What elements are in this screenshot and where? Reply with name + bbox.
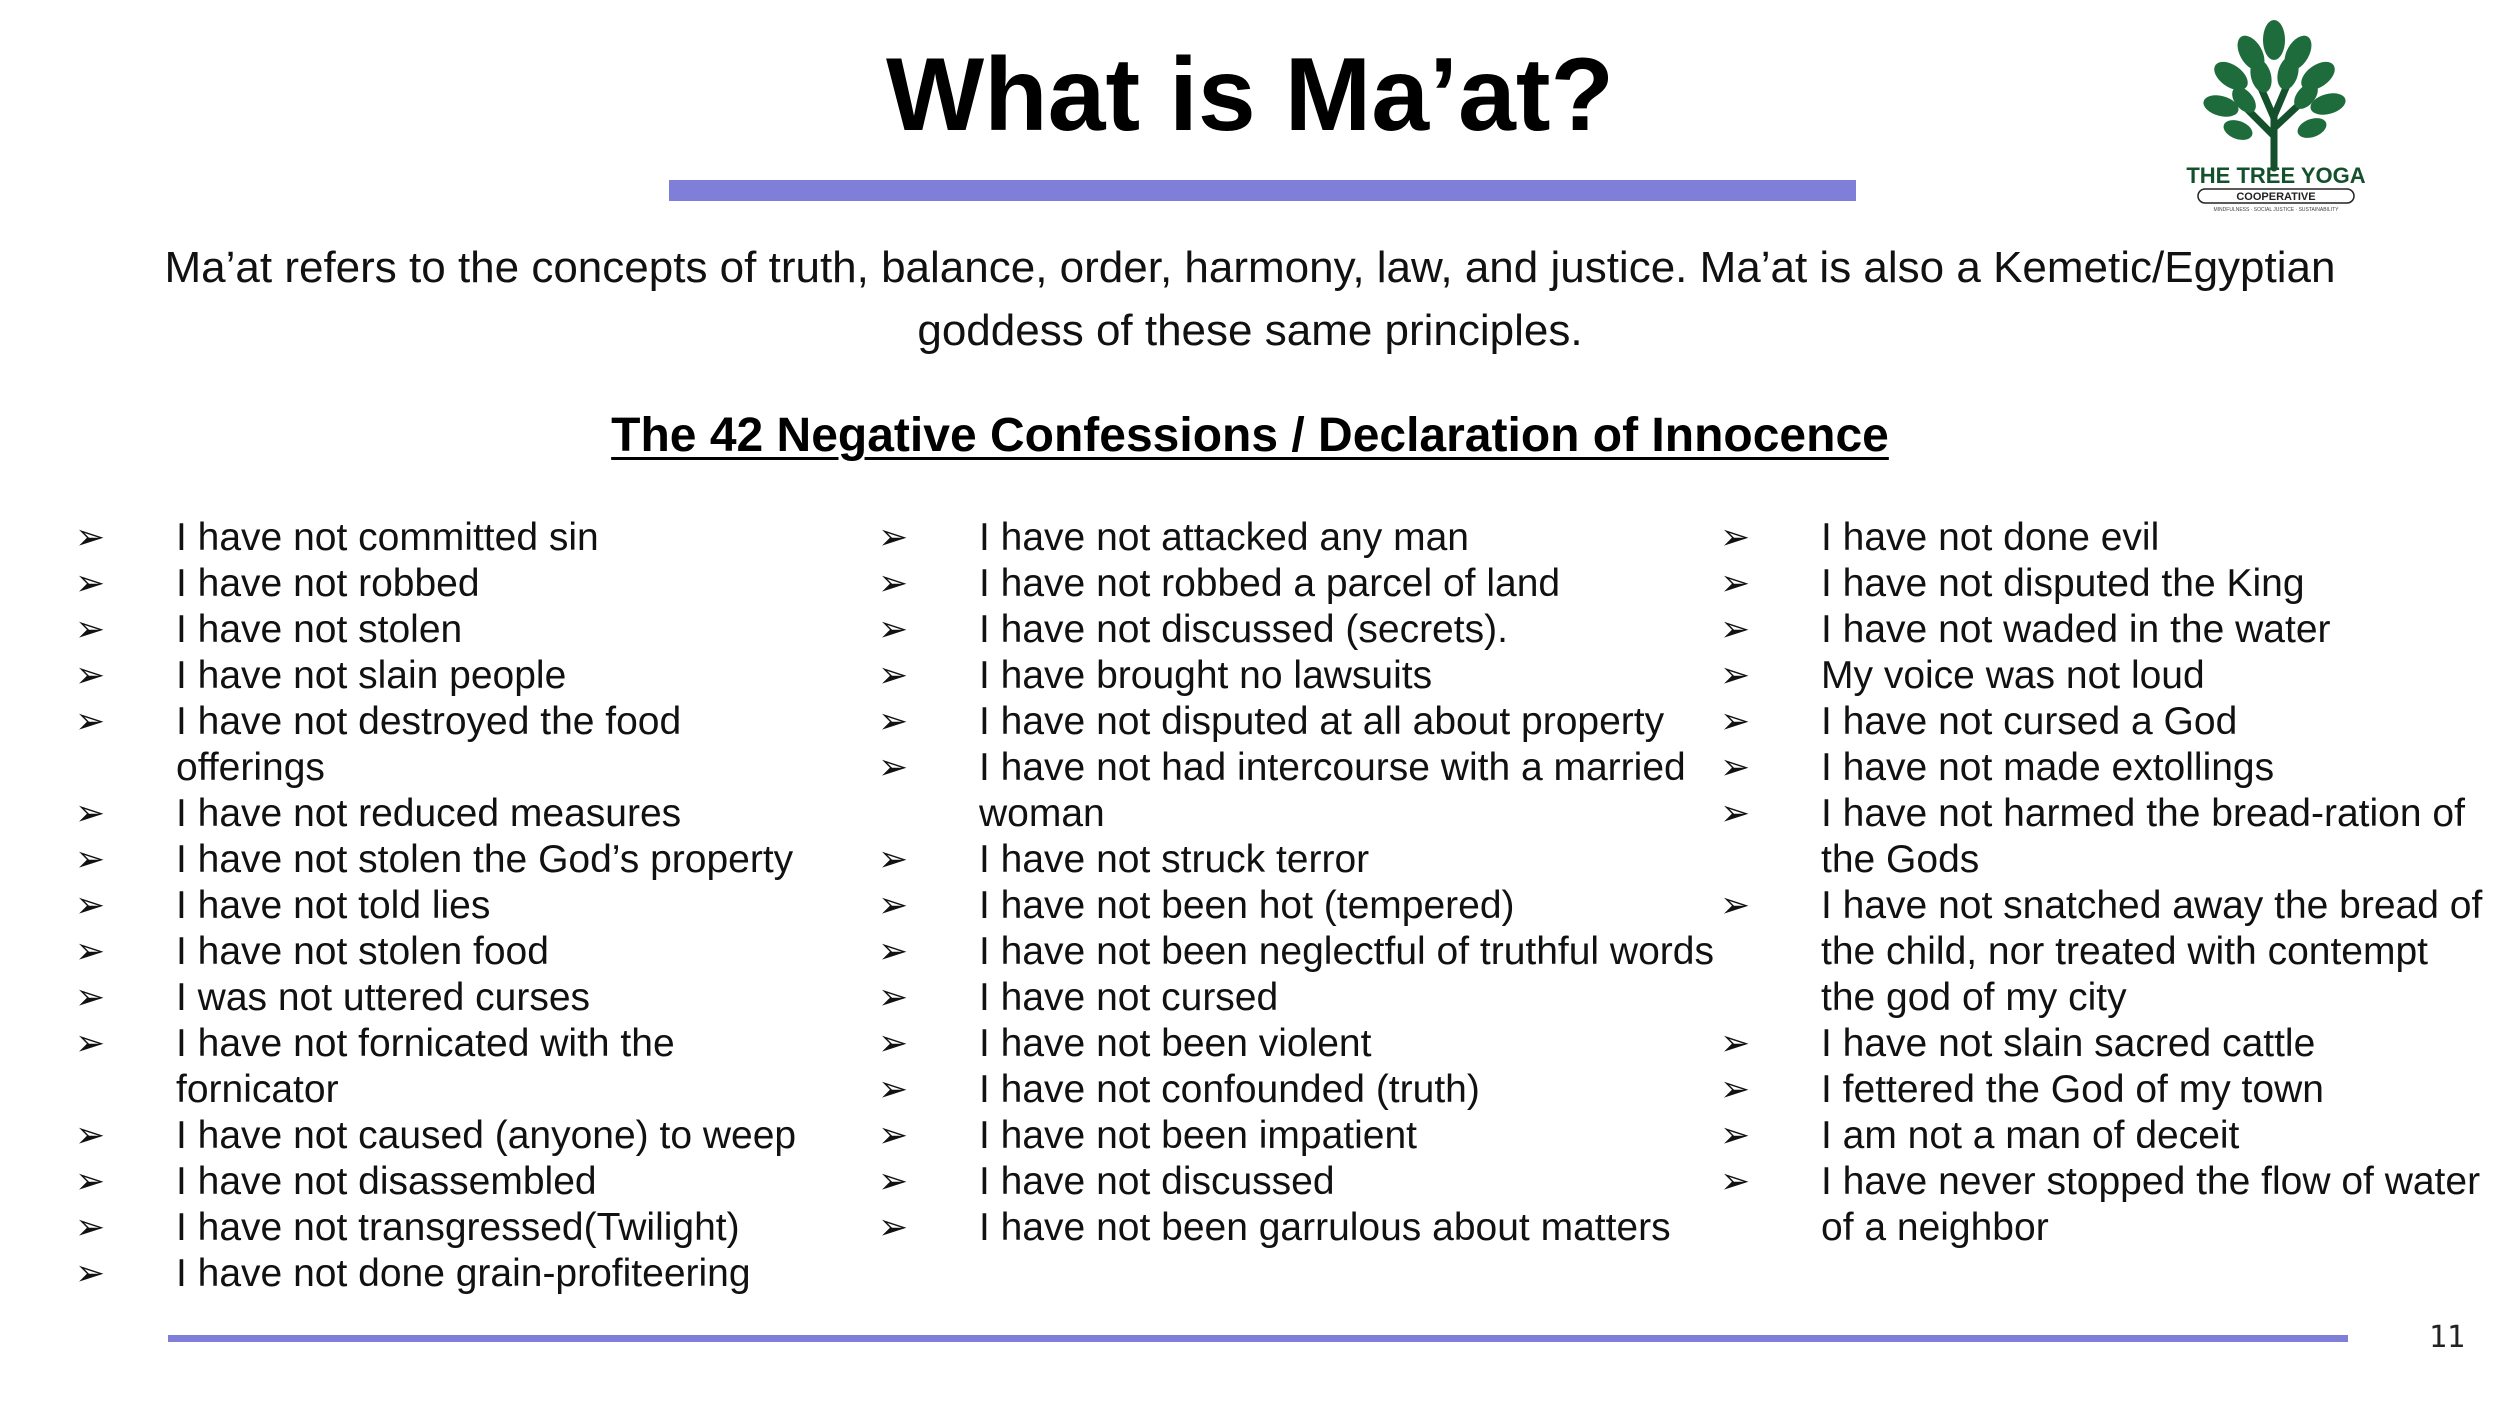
arrow-bullet-icon: ➢: [1720, 1161, 1751, 1202]
confession-text: I have not harmed the bread-ration of the Gods: [1821, 792, 2465, 881]
confession-item: [75, 791, 835, 837]
confession-text: I have not discussed: [979, 1160, 1335, 1203]
logo-tagline-text: MINDFULNESS · SOCIAL JUSTICE · SUSTAINABILITY: [2213, 207, 2339, 213]
confession-text: I have not caused (anyone) to weep: [176, 1114, 797, 1157]
arrow-bullet-icon: ➢: [75, 885, 106, 926]
confession-item: [1720, 561, 2490, 607]
arrow-bullet-icon: ➢: [878, 701, 909, 742]
confession-text: I fettered the God of my town: [1821, 1068, 2324, 1111]
confession-item: [1720, 1113, 2490, 1159]
arrow-bullet-icon: ➢: [1720, 1023, 1751, 1064]
title-underline-bar: [669, 180, 1856, 201]
confession-item: [878, 607, 1728, 653]
confession-text: My voice was not loud: [1821, 654, 2205, 697]
confession-text: I have brought no lawsuits: [979, 654, 1433, 697]
confession-item: [1720, 699, 2490, 745]
confession-item: [75, 1021, 835, 1113]
confession-item: [878, 561, 1728, 607]
page-number: 11: [2428, 1320, 2465, 1355]
arrow-bullet-icon: ➢: [75, 563, 106, 604]
arrow-bullet-icon: ➢: [75, 839, 106, 880]
confessions-column-1: [75, 515, 835, 1297]
confession-item: [1720, 607, 2490, 653]
arrow-bullet-icon: ➢: [878, 609, 909, 650]
confession-item: [878, 1205, 1728, 1251]
confession-text: I have not disassembled: [176, 1160, 597, 1203]
confession-item: [878, 1067, 1728, 1113]
arrow-bullet-icon: ➢: [75, 931, 106, 972]
arrow-bullet-icon: ➢: [1720, 885, 1751, 926]
confession-item: [75, 1205, 835, 1251]
arrow-bullet-icon: ➢: [75, 701, 106, 742]
arrow-bullet-icon: ➢: [1720, 747, 1751, 788]
confession-item: [1720, 653, 2490, 699]
confession-text: I have not had intercourse with a married woman: [979, 746, 1686, 835]
confession-item: [1720, 883, 2490, 1021]
intro-paragraph: Ma’at refers to the concepts of truth, balance, order, harmony, law, and justice. Ma’at is also a Kemetic/Egyptian goddess of these same principles.: [164, 243, 2336, 355]
confessions-column-3: [1720, 515, 2490, 1251]
confession-text: I am not a man of deceit: [1821, 1114, 2240, 1157]
arrow-bullet-icon: ➢: [878, 563, 909, 604]
confession-text: I have not attacked any man: [979, 516, 1469, 559]
confession-text: I have not snatched away the bread of the child, nor treated with contempt the god of my city: [1821, 884, 2483, 1019]
confession-text: I have not told lies: [176, 884, 491, 927]
arrow-bullet-icon: ➢: [75, 517, 106, 558]
confession-text: I have not robbed: [176, 562, 480, 605]
confession-item: [75, 883, 835, 929]
tree-yoga-logo: [2176, 18, 2376, 213]
confession-text: I have not cursed: [979, 976, 1279, 1019]
arrow-bullet-icon: ➢: [878, 655, 909, 696]
confession-text: I have not done evil: [1821, 516, 2160, 559]
arrow-bullet-icon: ➢: [75, 793, 106, 834]
confession-item: [75, 1113, 835, 1159]
arrow-bullet-icon: ➢: [878, 977, 909, 1018]
confession-text: I have not robbed a parcel of land: [979, 562, 1561, 605]
confession-text: I have never stopped the flow of water of a neighbor: [1821, 1160, 2481, 1249]
arrow-bullet-icon: ➢: [878, 931, 909, 972]
arrow-bullet-icon: ➢: [878, 885, 909, 926]
confession-item: [878, 883, 1728, 929]
footer-bar: [168, 1335, 2348, 1342]
arrow-bullet-icon: ➢: [878, 747, 909, 788]
arrow-bullet-icon: ➢: [75, 1161, 106, 1202]
confession-item: [878, 699, 1728, 745]
confessions-column-2: [878, 515, 1728, 1251]
arrow-bullet-icon: ➢: [1720, 1069, 1751, 1110]
arrow-bullet-icon: ➢: [75, 1207, 106, 1248]
logo-subtitle-text: COOPERATIVE: [2236, 191, 2316, 203]
confession-text: I have not struck terror: [979, 838, 1370, 881]
arrow-bullet-icon: ➢: [1720, 609, 1751, 650]
confession-item: [878, 1113, 1728, 1159]
confession-item: [75, 561, 835, 607]
confession-text: I have not done grain-profiteering: [176, 1252, 751, 1295]
confession-item: [878, 837, 1728, 883]
confession-item: [75, 607, 835, 653]
confession-item: [1720, 745, 2490, 791]
confession-text: I have not reduced measures: [176, 792, 682, 835]
confession-text: I have not stolen food: [176, 930, 549, 973]
arrow-bullet-icon: ➢: [878, 1115, 909, 1156]
confession-item: [75, 1251, 835, 1297]
confession-text: I have not stolen the God’s property: [176, 838, 794, 881]
confession-text: I have not been violent: [979, 1022, 1372, 1065]
arrow-bullet-icon: ➢: [1720, 793, 1751, 834]
arrow-bullet-icon: ➢: [878, 1023, 909, 1064]
arrow-bullet-icon: ➢: [75, 609, 106, 650]
confession-item: [878, 515, 1728, 561]
confession-text: I have not been hot (tempered): [979, 884, 1515, 927]
arrow-bullet-icon: ➢: [878, 1207, 909, 1248]
confession-text: I have not been neglectful of truthful words: [979, 930, 1714, 973]
arrow-bullet-icon: ➢: [75, 1023, 106, 1064]
arrow-bullet-icon: ➢: [75, 1115, 106, 1156]
confession-text: I have not waded in the water: [1821, 608, 2331, 651]
arrow-bullet-icon: ➢: [878, 517, 909, 558]
confession-item: [878, 745, 1728, 837]
tree-icon: [2176, 18, 2376, 213]
confession-item: [878, 975, 1728, 1021]
arrow-bullet-icon: ➢: [1720, 1115, 1751, 1156]
confession-text: I have not been impatient: [979, 1114, 1417, 1157]
confession-text: I have not transgressed(Twilight): [176, 1206, 740, 1249]
confession-item: [75, 929, 835, 975]
confession-item: [75, 1159, 835, 1205]
confession-text: I have not confounded (truth): [979, 1068, 1480, 1111]
confession-item: [878, 1159, 1728, 1205]
arrow-bullet-icon: ➢: [75, 1253, 106, 1294]
confession-item: [878, 929, 1728, 975]
arrow-bullet-icon: ➢: [878, 1069, 909, 1110]
confession-item: [75, 515, 835, 561]
section-heading: The 42 Negative Confessions / Declaration of Innocence: [611, 409, 1889, 462]
arrow-bullet-icon: ➢: [1720, 563, 1751, 604]
confession-text: I have not discussed (secrets).: [979, 608, 1508, 651]
confession-item: [1720, 791, 2490, 883]
confession-text: I have not stolen: [176, 608, 463, 651]
confession-text: I have not fornicated with the fornicator: [176, 1022, 675, 1111]
confession-item: [75, 837, 835, 883]
arrow-bullet-icon: ➢: [75, 977, 106, 1018]
confession-item: [878, 1021, 1728, 1067]
confession-text: I have not disputed the King: [1821, 562, 2305, 605]
logo-name-text: THE TREE YOGA: [2186, 163, 2366, 188]
arrow-bullet-icon: ➢: [1720, 517, 1751, 558]
arrow-bullet-icon: ➢: [878, 1161, 909, 1202]
confession-item: [1720, 1067, 2490, 1113]
arrow-bullet-icon: ➢: [1720, 701, 1751, 742]
confession-text: I have not been garrulous about matters: [979, 1206, 1671, 1249]
arrow-bullet-icon: ➢: [1720, 655, 1751, 696]
confession-text: I have not disputed at all about property: [979, 700, 1665, 743]
confession-text: I have not cursed a God: [1821, 700, 2238, 743]
confession-item: [75, 975, 835, 1021]
confession-text: I have not slain people: [176, 654, 567, 697]
confession-text: I have not committed sin: [176, 516, 599, 559]
confession-text: I have not destroyed the food offerings: [176, 700, 682, 789]
arrow-bullet-icon: ➢: [75, 655, 106, 696]
confession-item: [75, 653, 835, 699]
slide-title: What is Ma’at?: [885, 37, 1615, 153]
confession-item: [1720, 1021, 2490, 1067]
confession-text: I was not uttered curses: [176, 976, 591, 1019]
arrow-bullet-icon: ➢: [878, 839, 909, 880]
confession-item: [1720, 515, 2490, 561]
confession-item: [878, 653, 1728, 699]
confession-item: [1720, 1159, 2490, 1251]
confession-text: I have not slain sacred cattle: [1821, 1022, 2316, 1065]
confession-text: I have not made extollings: [1821, 746, 2275, 789]
confession-item: [75, 699, 835, 791]
